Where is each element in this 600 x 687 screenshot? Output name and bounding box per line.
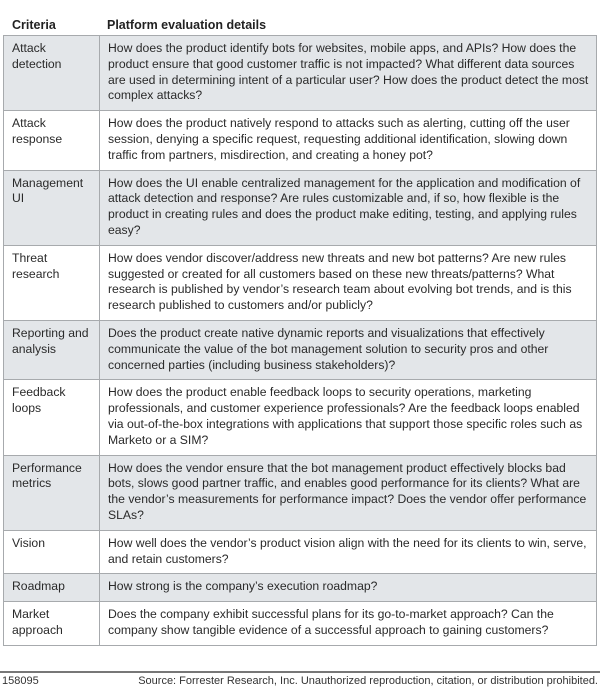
criteria-table [3,35,597,646]
criteria-cell: Attack response [4,111,100,170]
details-cell: How does the UI enable centralized management for the application and modification of attack detection and response? Are rules customizable and, if so, how flexible is the product in creating rules and does the product make editing, testing, and applying rules easy? [100,170,597,245]
table-row [4,111,597,170]
details-cell: Does the company exhibit successful plans for its go-to-market approach? Can the company show tangible evidence of a successful approach to gaining customers? [100,602,597,646]
table-row [4,455,597,530]
criteria-cell: Attack detection [4,36,100,111]
criteria-cell: Reporting and analysis [4,320,100,379]
details-cell: How well does the vendor’s product vision align with the need for its clients to win, serve, and retain customers? [100,530,597,574]
criteria-cell: Market approach [4,602,100,646]
footer-divider [0,671,600,673]
header-criteria: Criteria [12,18,56,32]
table-row [4,380,597,455]
table-row [4,602,597,646]
criteria-cell: Feedback loops [4,380,100,455]
details-cell: How does the vendor ensure that the bot management product effectively blocks bad bots, slows good partner traffic, and enables good performance for its clients? What are the vendor’s measurements for performance impact? Does the vendor offer performance SLAs? [100,455,597,530]
footer-document-id: 158095 [2,675,39,687]
table-row [4,574,597,602]
footer-source: Source: Forrester Research, Inc. Unauthorized reproduction, citation, or distribution prohibited. [138,675,598,687]
criteria-cell: Vision [4,530,100,574]
criteria-cell: Management UI [4,170,100,245]
details-cell: How does the product natively respond to attacks such as alerting, cutting off the user session, denying a specific request, requesting additional identification, slowing down traffic from partners, misdirection, and creating a honey pot? [100,111,597,170]
details-cell: Does the product create native dynamic reports and visualizations that effectively communicate the value of the bot management solution to security pros and other concerned parties (including business stakeholders)? [100,320,597,379]
table-row [4,170,597,245]
table-row [4,245,597,320]
header-details: Platform evaluation details [107,18,267,32]
criteria-cell: Threat research [4,245,100,320]
table-row [4,36,597,111]
table-row [4,530,597,574]
details-cell: How does the product identify bots for websites, mobile apps, and APIs? How does the product ensure that good customer traffic is not impacted? What different data sources are used in determining intent of a particular user? How does the product detect the most complex attacks? [100,36,597,111]
table-header [0,15,600,35]
details-cell: How does vendor discover/address new threats and new bot patterns? Are new rules suggested or created for all customers based on these new threats/patterns? What research is published by vendor’s research team about evolving bot trends, and is this research published to customers and/or publicly? [100,245,597,320]
details-cell: How does the product enable feedback loops to security operations, marketing professionals, and customer experience professionals? Are the feedback loops enabled via out-of-the-box integrations with applications that support those specific roles such as Marketo or a SIM? [100,380,597,455]
details-cell: How strong is the company’s execution roadmap? [100,574,597,602]
criteria-cell: Roadmap [4,574,100,602]
table-row [4,320,597,379]
criteria-cell: Performance metrics [4,455,100,530]
